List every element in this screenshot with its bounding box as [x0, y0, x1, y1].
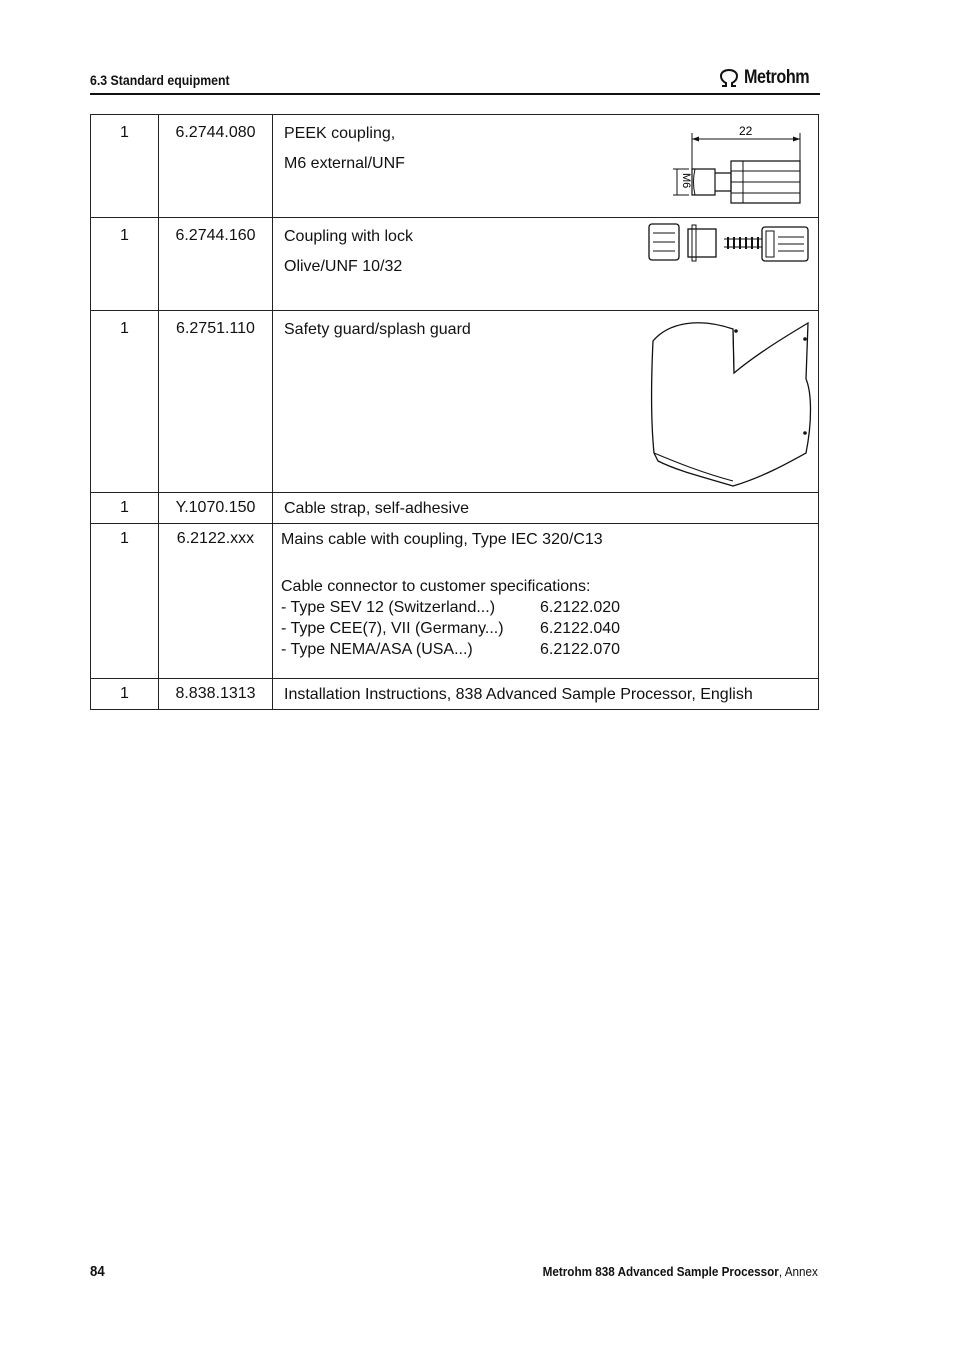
description-line: Installation Instructions, 838 Advanced Sample Processor, English: [284, 686, 753, 703]
description-line: Cable connector to customer specifications:: [281, 578, 591, 595]
coupling-with-lock-drawing: [648, 221, 810, 265]
table-row: [91, 311, 819, 493]
description-cell: [273, 115, 819, 218]
dimension-thread: M6: [680, 173, 692, 189]
qty-cell: 1: [91, 218, 159, 311]
part-number-cell: 6.2744.080: [159, 115, 273, 218]
table-row: [91, 218, 819, 311]
qty-cell: 1: [91, 311, 159, 493]
splash-guard-drawing: [648, 313, 814, 489]
table-row: [91, 524, 819, 679]
peek-coupling-drawing: [659, 121, 809, 213]
footer-title: Metrohm 838 Advanced Sample Processor, Annex: [542, 1264, 818, 1279]
description-cell: [273, 524, 819, 679]
qty-cell: 1: [91, 493, 159, 524]
option-row: - Type SEV 12 (Switzerland...) 6.2122.020: [281, 599, 621, 616]
option-row: - Type CEE(7), VII (Germany...) 6.2122.040: [281, 620, 621, 637]
description-cell: [273, 493, 819, 524]
part-number-cell: Y.1070.150: [159, 493, 273, 524]
dimension-width: 22: [739, 124, 753, 138]
qty-cell: 1: [91, 115, 159, 218]
option-row: - Type NEMA/ASA (USA...) 6.2122.070: [281, 641, 621, 658]
metrohm-omega-icon: [718, 68, 740, 88]
description-cell: [273, 218, 819, 311]
description-line: Coupling with lock: [284, 228, 413, 245]
description-line: M6 external/UNF: [284, 155, 405, 172]
description-line: Cable strap, self-adhesive: [284, 500, 469, 517]
qty-cell: 1: [91, 524, 159, 679]
description-line: Mains cable with coupling, Type IEC 320/C13: [281, 531, 603, 548]
parts-table: [90, 114, 819, 710]
description-cell: [273, 311, 819, 493]
description-cell: [273, 679, 819, 710]
qty-cell: 1: [91, 679, 159, 710]
brand-logo: [718, 66, 821, 90]
section-title: 6.3 Standard equipment: [90, 72, 230, 88]
description-line: PEEK coupling,: [284, 125, 396, 142]
description-line: Safety guard/splash guard: [284, 321, 471, 338]
part-number-cell: 6.2751.110: [159, 311, 273, 493]
table-row: [91, 493, 819, 524]
table-row: [91, 679, 819, 710]
description-line: Olive/UNF 10/32: [284, 258, 403, 275]
part-number-cell: 6.2744.160: [159, 218, 273, 311]
part-number-cell: 6.2122.xxx: [159, 524, 273, 679]
table-row: [91, 115, 819, 218]
part-number-cell: 8.838.1313: [159, 679, 273, 710]
brand-name: Metrohm: [744, 67, 810, 88]
header-rule: [90, 93, 820, 95]
page-number: 84: [90, 1263, 105, 1280]
